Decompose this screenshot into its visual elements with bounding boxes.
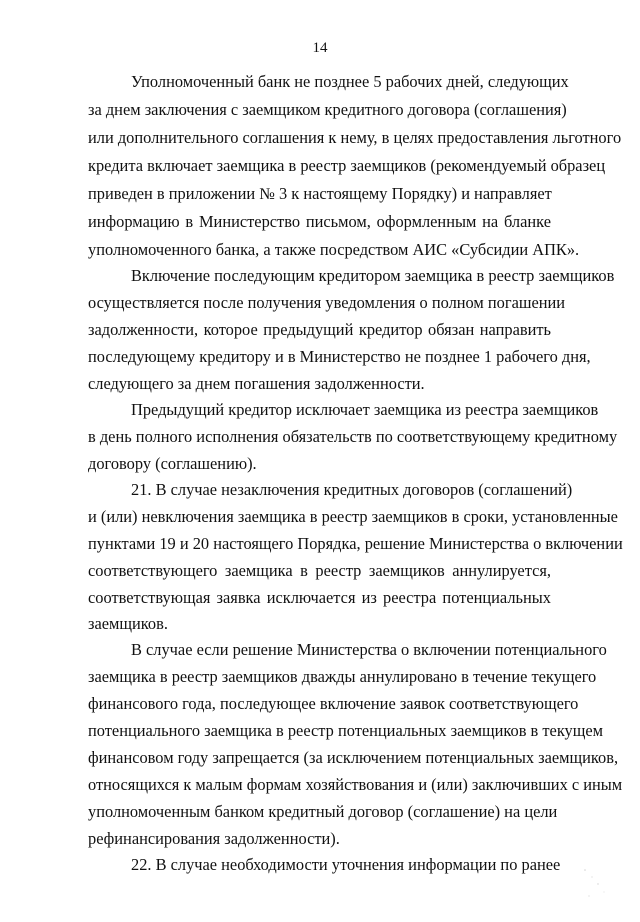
text-line: заемщика в реестр заемщиков дважды аннулировано в течение текущего xyxy=(88,667,597,686)
text-line: Предыдущий кредитор исключает заемщика из реестра заемщиков xyxy=(131,400,599,419)
text-line: уполномоченным банком кредитный договор (соглашение) на цели xyxy=(88,802,558,821)
text-line: рефинансирования задолженности). xyxy=(88,829,340,848)
text-line: соответствующая заявка исключается из реестра потенциальных xyxy=(88,588,551,607)
text-line: заемщиков. xyxy=(88,614,168,633)
text-line: приведен в приложении № 3 к настоящему Порядку) и направляет xyxy=(88,184,552,203)
text-line: кредита включает заемщика в реестр заемщиков (рекомендуемый образец xyxy=(88,156,606,175)
text-line: Включение последующим кредитором заемщика в реестр заемщиков xyxy=(131,266,615,285)
text-line: задолженности, которое предыдущий кредитор обязан направить xyxy=(88,320,551,339)
text-line: уполномоченного банка, а также посредством АИС «Субсидии АПК». xyxy=(88,240,580,259)
text-line: Уполномоченный банк не позднее 5 рабочих дней, следующих xyxy=(131,72,569,91)
text-line: финансового года, последующее включение заявок соответствующего xyxy=(88,694,579,713)
text-line: соответствующего заемщика в реестр заемщиков аннулируется, xyxy=(88,561,551,580)
text-line: потенциального заемщика в реестр потенциальных заемщиков в текущем xyxy=(88,721,604,740)
text-line: 21. В случае незаключения кредитных договоров (соглашений) xyxy=(131,480,573,499)
text-line: следующего за днем погашения задолженности. xyxy=(88,374,425,393)
text-line: осуществляется после получения уведомления о полном погашении xyxy=(88,293,566,312)
text-line: и (или) невключения заемщика в реестр заемщиков в сроки, установленные xyxy=(88,507,618,526)
scan-noise xyxy=(580,862,610,902)
text-line: 22. В случае необходимости уточнения информации по ранее xyxy=(131,855,561,874)
text-line: относящихся к малым формам хозяйствования и (или) заключивших с иным xyxy=(88,775,623,794)
text-line: или дополнительного соглашения к нему, в целях предоставления льготного xyxy=(88,128,622,147)
text-line: договору (соглашению). xyxy=(88,454,257,473)
text-line: информацию в Министерство письмом, оформленным на бланке xyxy=(88,212,551,231)
text-line: последующему кредитору и в Министерство не позднее 1 рабочего дня, xyxy=(88,347,591,366)
text-line: за днем заключения с заемщиком кредитного договора (соглашения) xyxy=(88,100,567,119)
text-line: финансовом году запрещается (за исключением потенциальных заемщиков, xyxy=(88,748,619,767)
text-line: в день полного исполнения обязательств по соответствующему кредитному xyxy=(88,427,618,446)
page-number: 14 xyxy=(312,40,328,56)
text-line: пунктами 19 и 20 настоящего Порядка, решение Министерства о включении xyxy=(88,534,623,553)
text-line: В случае если решение Министерства о включении потенциального xyxy=(131,640,607,659)
